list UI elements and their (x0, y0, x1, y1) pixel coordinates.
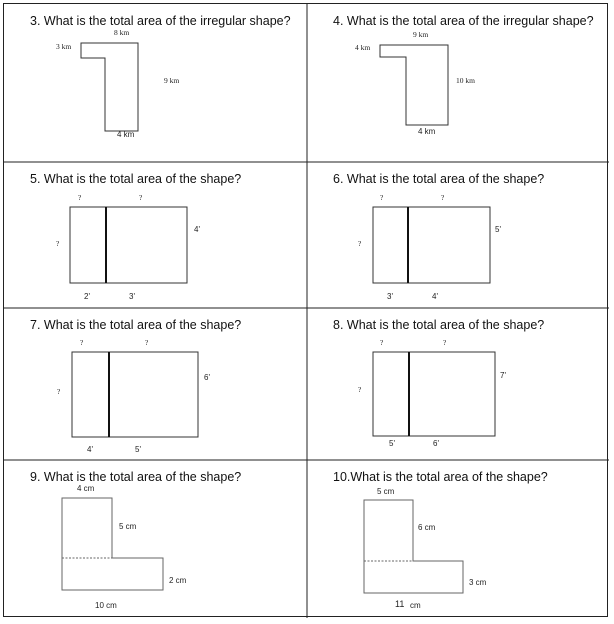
problem-question: 9. What is the total area of the shape? (30, 470, 242, 484)
problem-question: 7. What is the total area of the shape? (30, 318, 242, 332)
problem-3 (4, 4, 307, 162)
label-top-2: ? (443, 338, 447, 347)
label-inner: 5 cm (119, 522, 137, 531)
label-left: 3 km (56, 42, 72, 51)
label-top-1: ? (80, 338, 84, 347)
label-top: 5 cm (377, 487, 395, 496)
problem-5 (4, 162, 307, 308)
label-right: 5' (495, 225, 501, 234)
label-bottom: 10 cm (95, 601, 117, 610)
label-left: ? (358, 239, 362, 248)
problem-question: 5. What is the total area of the shape? (30, 172, 242, 186)
label-right: 3 cm (469, 578, 487, 587)
label-bottom-2: 3' (129, 292, 135, 301)
problem-8 (307, 308, 609, 460)
label-top-2: ? (441, 193, 445, 202)
label-top-2: ? (139, 193, 143, 202)
label-bottom-2: 6' (433, 439, 439, 448)
problem-10 (307, 460, 609, 618)
problem-question: 10.What is the total area of the shape? (333, 470, 548, 484)
label-bottom-1: 3' (387, 292, 393, 301)
label-bottom-1: 4' (87, 445, 93, 454)
label-bottom-1: 5' (389, 439, 395, 448)
label-right: 10 km (456, 76, 475, 85)
label-bottom-2: 5' (135, 445, 141, 454)
label-left: 4 km (355, 43, 371, 52)
label-right: 4' (194, 225, 200, 234)
irregular-shape-figure (307, 4, 609, 162)
label-bottom-2: 4' (432, 292, 438, 301)
label-right: 9 km (164, 76, 180, 85)
label-right: 7' (500, 371, 506, 380)
rectangle-figure (4, 162, 307, 308)
label-bottom: 11 (395, 599, 405, 609)
label-left: ? (57, 387, 61, 396)
rectangle-figure (4, 308, 307, 460)
label-top: 8 km (114, 28, 130, 37)
problem-4 (307, 4, 609, 162)
problem-question: 3. What is the total area of the irregular shape? (30, 14, 291, 28)
problem-9 (4, 460, 307, 618)
rectangle-figure (307, 308, 609, 460)
label-top: 9 km (413, 30, 429, 39)
problem-7 (4, 308, 307, 460)
label-bottom: 4 km (418, 127, 436, 136)
label-bottom: 4 km (117, 130, 135, 139)
l-shape-figure (4, 460, 307, 618)
l-shape-figure (307, 460, 609, 618)
problem-question: 6. What is the total area of the shape? (333, 172, 545, 186)
label-top: 4 cm (77, 484, 95, 493)
label-right: 2 cm (169, 576, 187, 585)
problem-question: 8. What is the total area of the shape? (333, 318, 545, 332)
label-bottom-unit: cm (410, 601, 421, 610)
rectangle-figure (307, 162, 609, 308)
label-left: ? (358, 385, 362, 394)
label-top-2: ? (145, 338, 149, 347)
irregular-shape-figure (4, 4, 307, 162)
label-left: ? (56, 239, 60, 248)
label-bottom-1: 2' (84, 292, 90, 301)
worksheet-grid (3, 3, 608, 617)
label-top-1: ? (78, 193, 82, 202)
problem-question: 4. What is the total area of the irregular shape? (333, 14, 594, 28)
label-right: 6' (204, 373, 210, 382)
label-top-1: ? (380, 193, 384, 202)
problem-6 (307, 162, 609, 308)
label-top-1: ? (380, 338, 384, 347)
label-inner: 6 cm (418, 523, 436, 532)
